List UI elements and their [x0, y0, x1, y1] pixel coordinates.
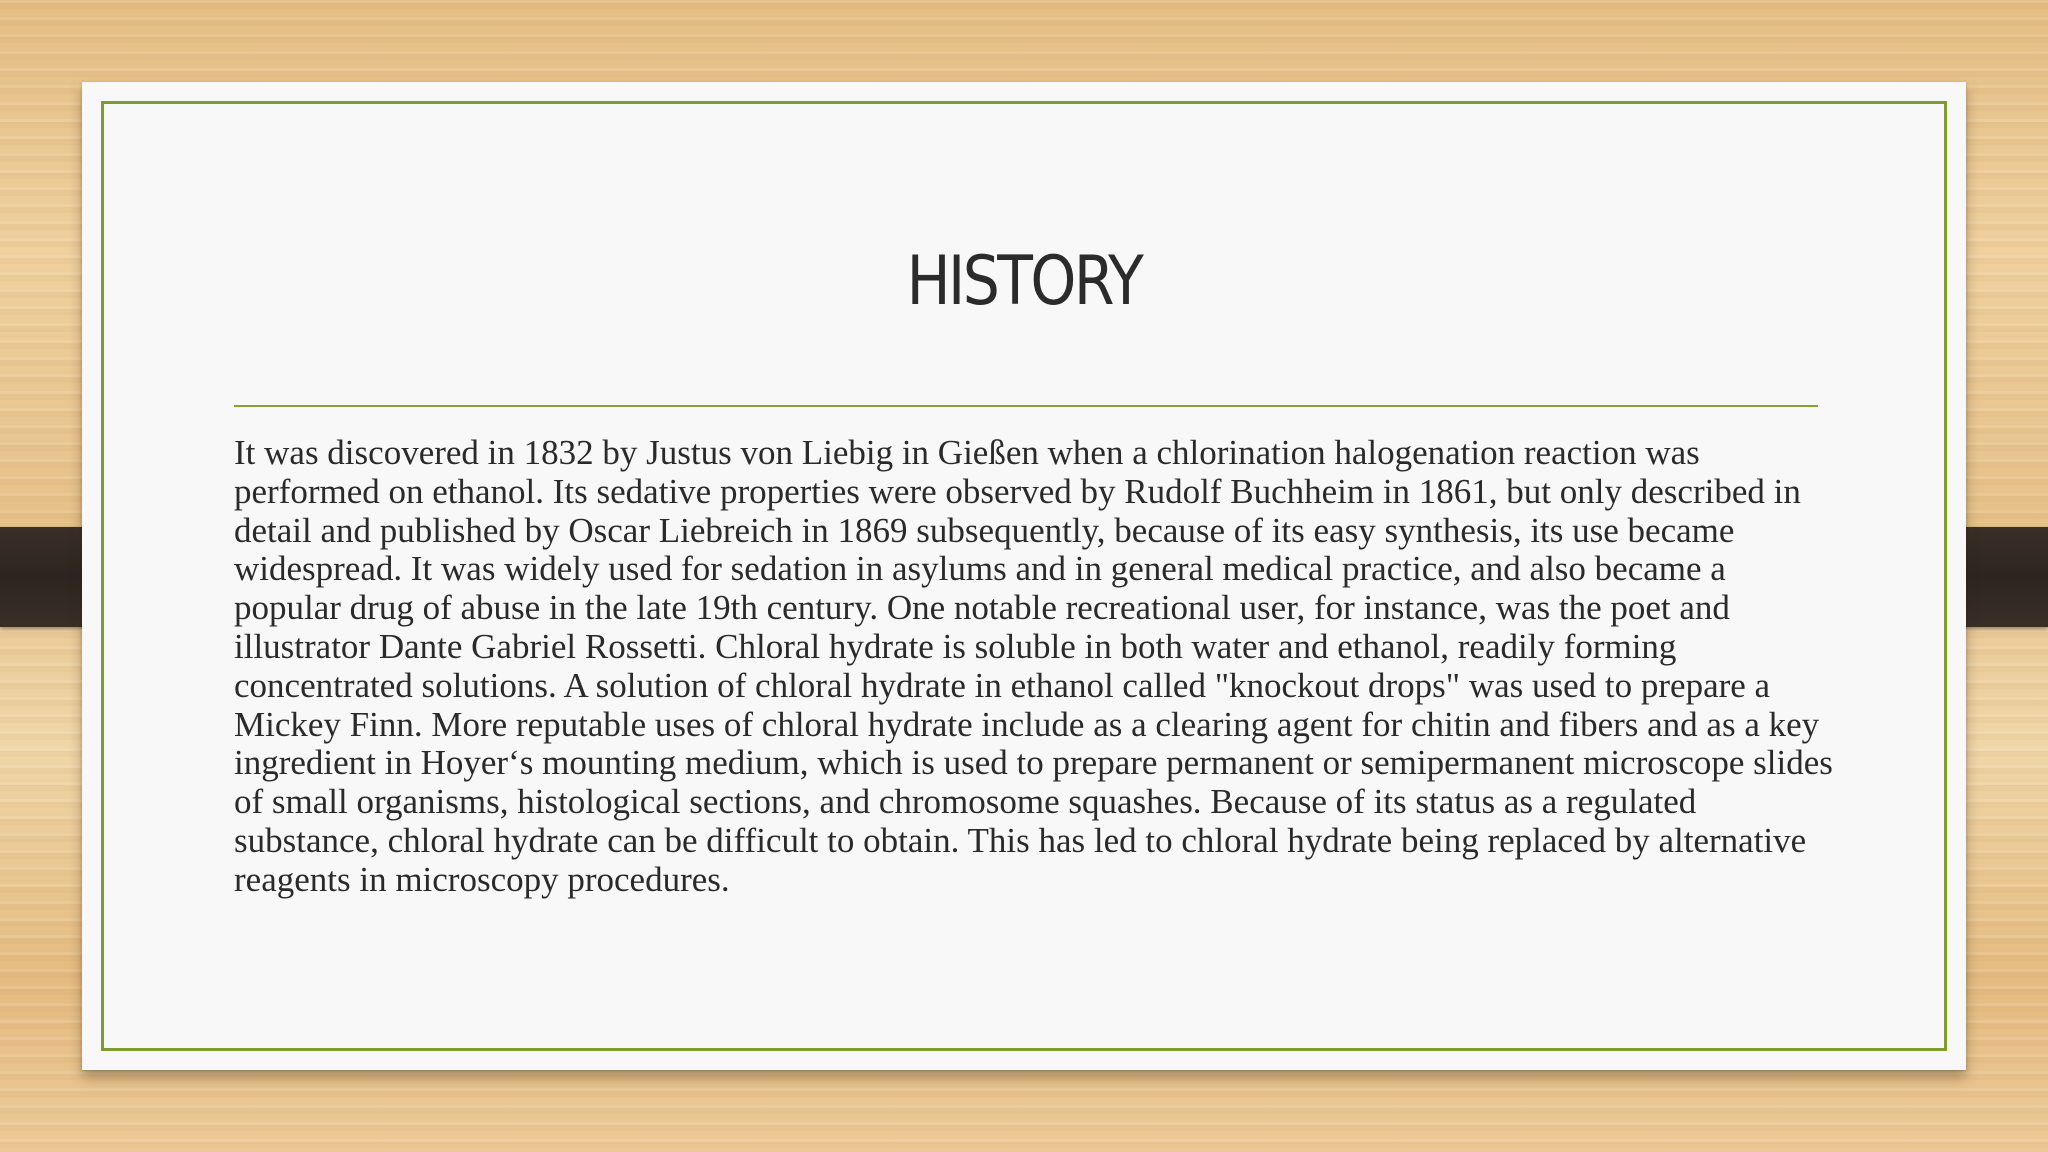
- slide-title: HISTORY: [906, 242, 1142, 321]
- title-divider: [234, 405, 1818, 407]
- slide-body-text: It was discovered in 1832 by Justus von Liebig in Gießen when a chlorination halogenation reaction was performed on ethanol. Its sedative properties were observed by Rudolf Buchheim in 1861, but only described in detail and published by Oscar Liebreich in 1869 subsequently, because of its easy synthesis, its use became widespread. It was widely used for sedation in asylums and in general medical practice, and also became a popular drug of abuse in the late 19th century. One notable recreational user, for instance, was the poet and illustrator Dante Gabriel Rossetti. Chloral hydrate is soluble in both water and ethanol, readily forming concentrated solutions. A solution of chloral hydrate in ethanol called "knockout drops" was used to prepare a Mickey Finn. More reputable uses of chloral hydrate include as a clearing agent for chitin and fibers and as a key ingredient in Hoyer‘s mounting medium, which is used to prepare permanent or semipermanent microscope slides of small organisms, histological sections, and chromosome squashes. Because of its status as a regulated substance, chloral hydrate can be difficult to obtain. This has led to chloral hydrate being replaced by alternative reagents in microscopy procedures.: [234, 433, 1833, 899]
- slide-card: [82, 82, 1966, 1070]
